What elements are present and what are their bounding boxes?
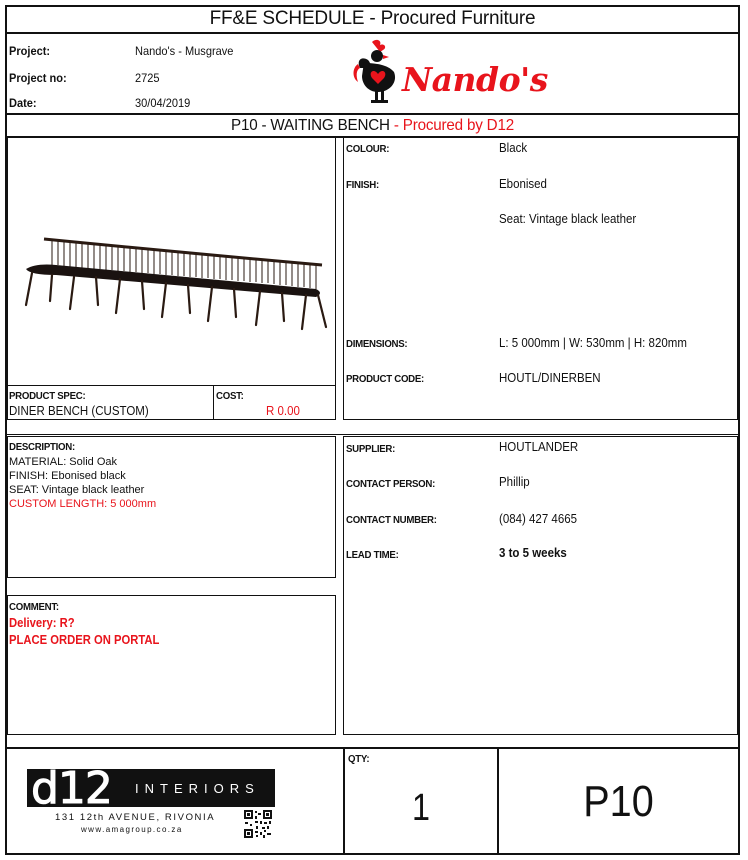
item-title-main: P10 - WAITING BENCH: [231, 117, 394, 134]
item-title-suffix: - Procured by D12: [393, 117, 514, 134]
lead-time-label: LEAD TIME:: [346, 549, 399, 561]
lead-time-value: 3 to 5 weeks: [499, 546, 567, 560]
nandos-wordmark: Nando's: [402, 60, 548, 99]
product-spec-value: DINER BENCH (CUSTOM): [9, 404, 149, 418]
description-line-3: SEAT: Vintage black leather: [9, 484, 145, 496]
supplier-label: SUPPLIER:: [346, 443, 396, 455]
ffe-schedule-sheet: [5, 5, 740, 855]
product-spec-label: PRODUCT SPEC:: [9, 390, 86, 402]
description-highlight: CUSTOM LENGTH: 5 000mm: [9, 498, 157, 510]
contact-number-label: CONTACT NUMBER:: [346, 514, 437, 526]
d12-logo-word: INTERIORS: [135, 781, 260, 796]
description-line-2: FINISH: Ebonised black: [9, 470, 126, 482]
contact-person-label: CONTACT PERSON:: [346, 478, 436, 490]
qr-code-icon: [243, 809, 273, 839]
comment-line-1: Delivery: R?: [9, 616, 75, 630]
cost-value: R 0.00: [266, 404, 300, 418]
nandos-logo: [350, 38, 550, 106]
finish-seat-value: Seat: Vintage black leather: [499, 212, 637, 226]
product-image-panel: [7, 136, 336, 420]
rooster-icon: [350, 38, 406, 106]
d12-address: 131 12th AVENUE, RIVONIA: [55, 812, 216, 823]
contact-person-value: Phillip: [499, 475, 530, 489]
cost-label: COST:: [216, 390, 244, 402]
schedule-title: FF&E SCHEDULE - Procured Furniture: [209, 8, 536, 29]
description-label: DESCRIPTION:: [9, 441, 75, 453]
date-value: 30/04/2019: [135, 96, 191, 110]
qty-value: 1: [412, 787, 430, 829]
waiting-bench-illustration: [16, 197, 336, 397]
date-label: Date:: [9, 96, 37, 110]
supplier-value: HOUTLANDER: [499, 440, 579, 454]
colour-label: COLOUR:: [346, 143, 390, 155]
dimensions-value: L: 5 000mm | W: 530mm | H: 820mm: [499, 336, 687, 350]
product-code-label: PRODUCT CODE:: [346, 373, 424, 385]
project-value: Nando's - Musgrave: [135, 44, 234, 58]
d12-logo-mark: d12: [31, 763, 112, 814]
project-label: Project:: [9, 44, 51, 58]
comment-label: COMMENT:: [9, 601, 59, 613]
finish-value: Ebonised: [499, 177, 547, 191]
contact-number-value: (084) 427 4665: [499, 512, 578, 526]
finish-label: FINISH:: [346, 179, 379, 191]
item-title: [25, 117, 719, 135]
d12-website: www.amagroup.co.za: [81, 825, 183, 834]
description-line-1: MATERIAL: Solid Oak: [9, 456, 117, 468]
item-code: P10: [583, 777, 654, 826]
qty-label: QTY:: [348, 753, 370, 765]
dimensions-label: DIMENSIONS:: [346, 338, 408, 350]
colour-value: Black: [499, 141, 528, 155]
comment-line-2: PLACE ORDER ON PORTAL: [9, 633, 160, 647]
project-no-value: 2725: [135, 71, 160, 85]
d12-interiors-logo: [27, 763, 277, 839]
product-code-value: HOUTL/DINERBEN: [499, 371, 601, 385]
project-no-label: Project no:: [9, 71, 67, 85]
